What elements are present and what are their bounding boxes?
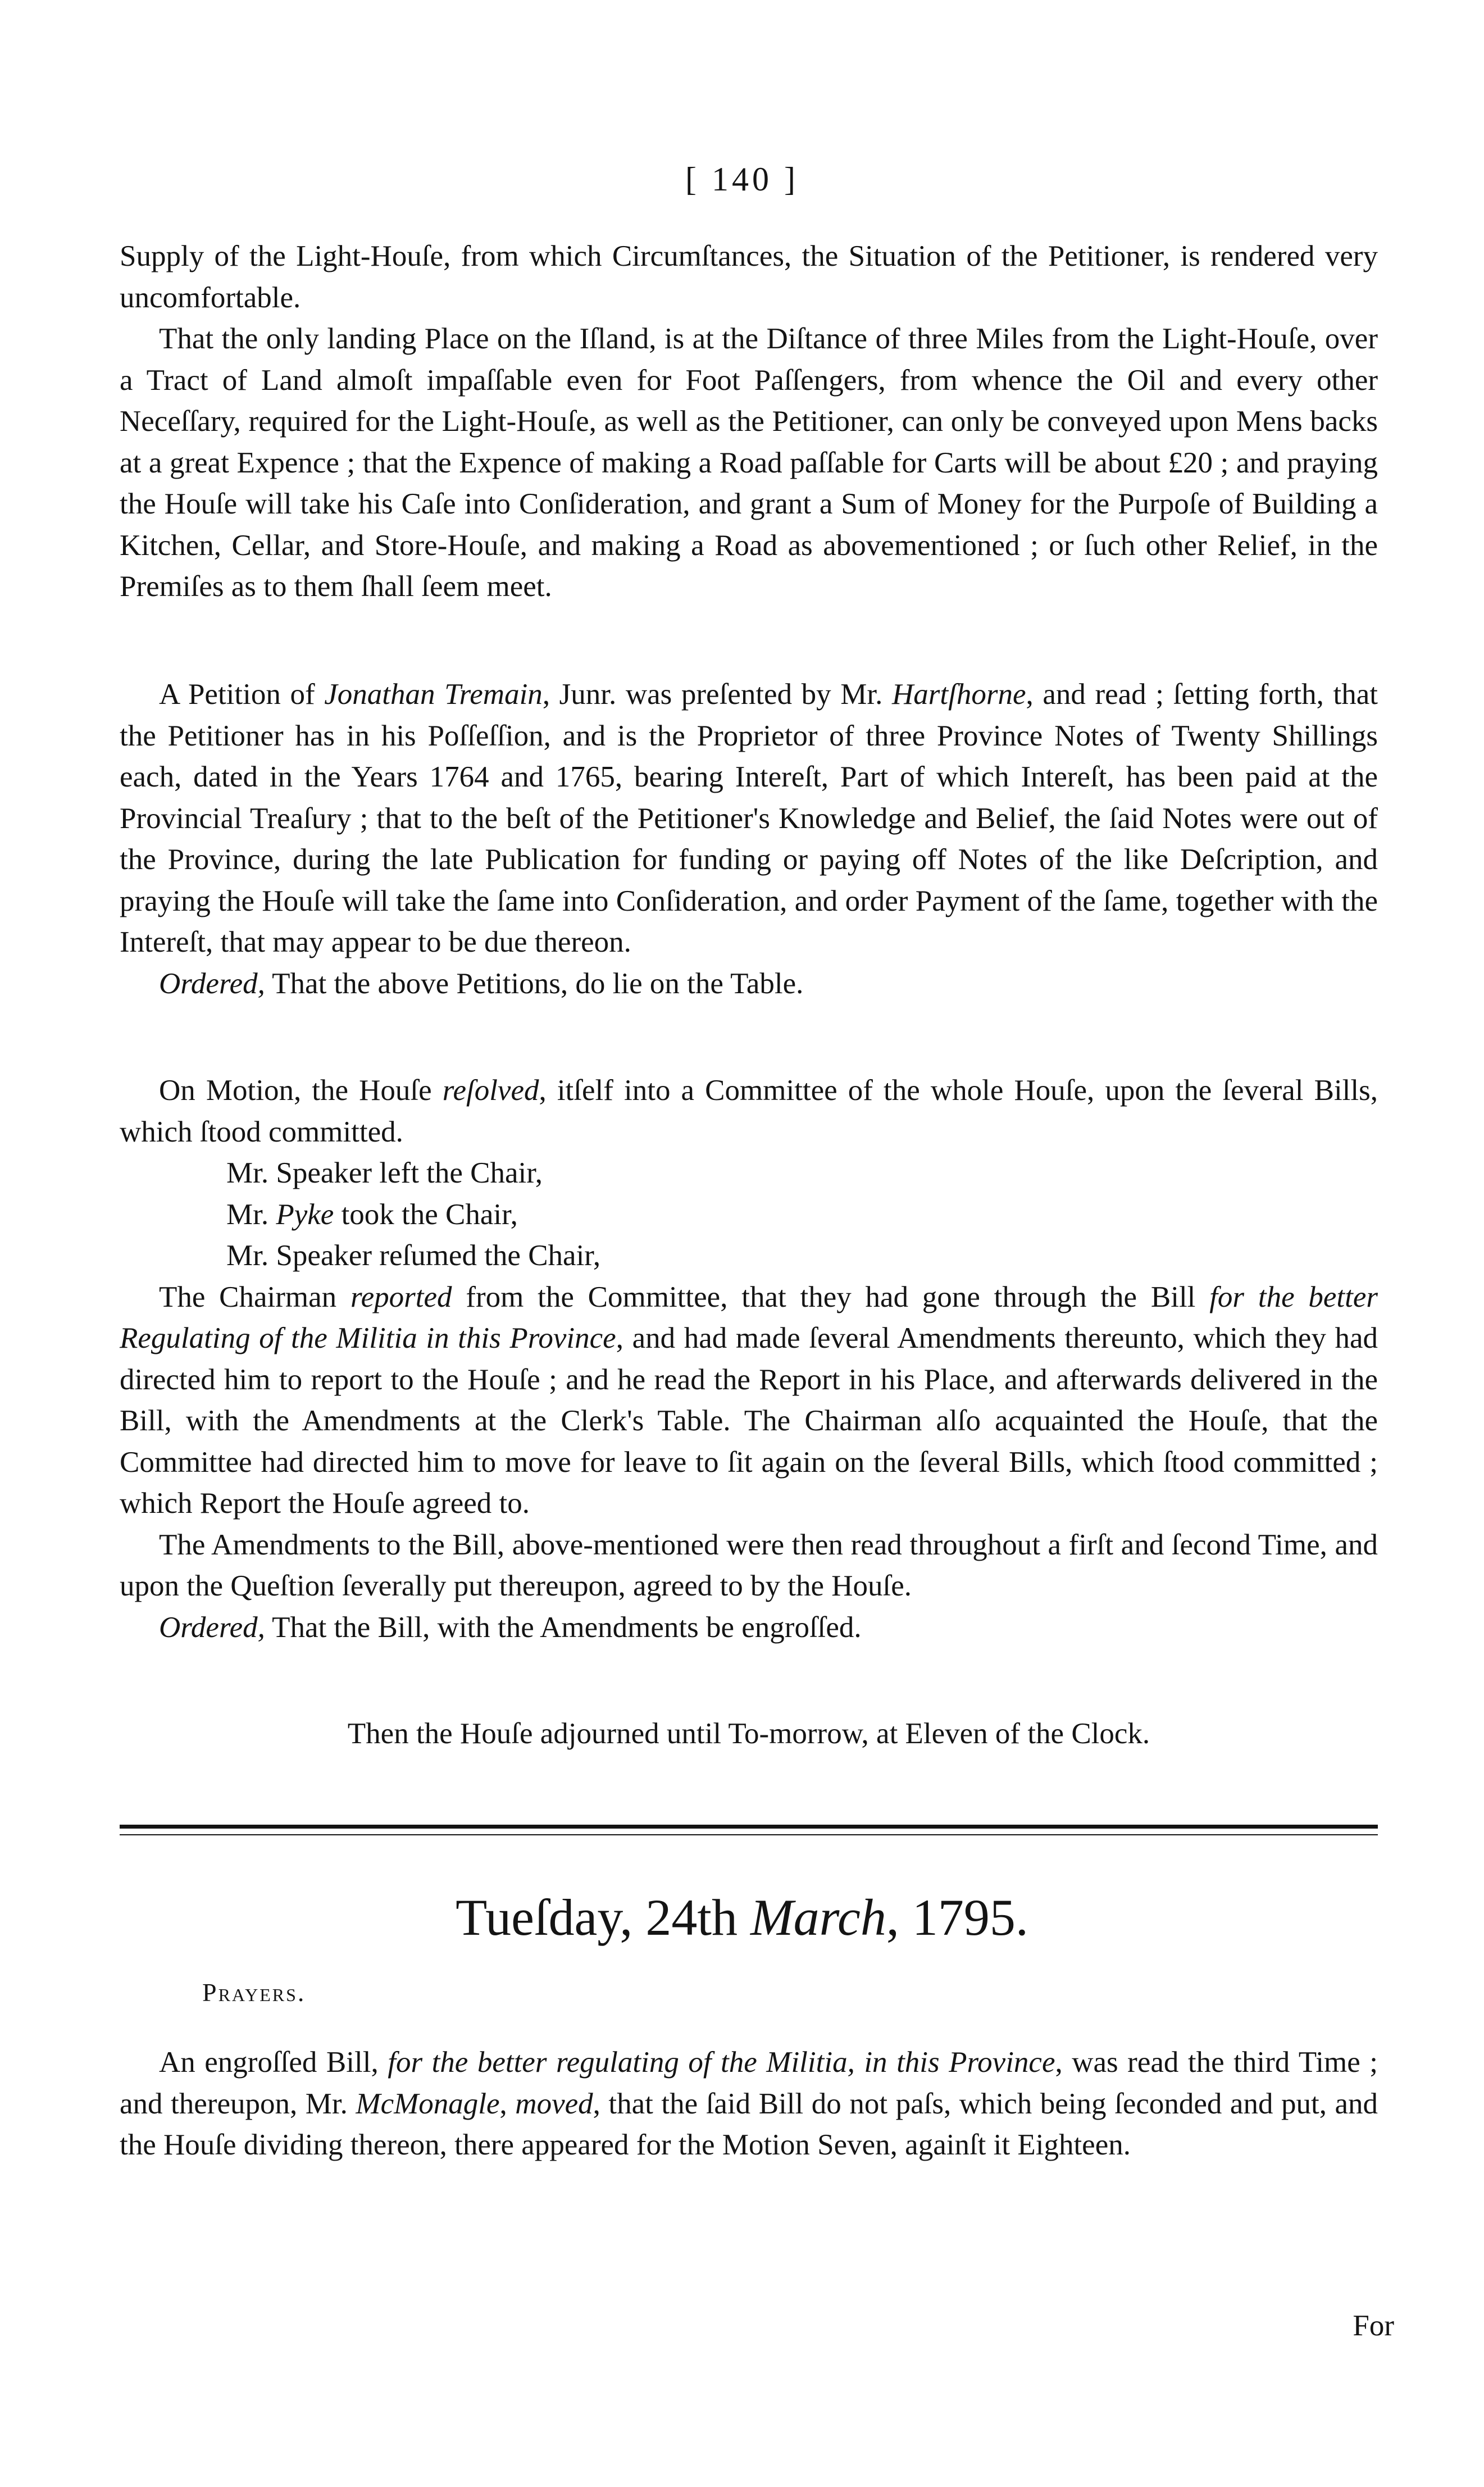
paragraph-supply: Supply of the Light-Houſe, from which Circumſtances, the Situation of the Petitioner, is rendered very uncomfortable. <box>120 240 1378 314</box>
member-name: Hartſhorne <box>892 678 1026 711</box>
section-divider <box>120 1825 1378 1835</box>
paragraph-tremain-petition: A Petition of Jonathan Tremain, Junr. was preſented by Mr. Hartſhorne, and read ; ſetting forth, that the Petitioner has in his Poſſeſſion, and is the Proprietor of three Province Notes of Twenty Shillings each, dated in the Years 1764 and 1765, bearing Intereſt, Part of which Intereſt, has been paid at the Provincial Treaſury ; that to the beſt of the Petitioner's Knowledge and Belief, the ſaid Notes were out of the Province, during the late Publication for funding or paying off Notes of the like Deſcription, and praying the Houſe will take the ſame into Conſideration, and order Payment of the ſame, together with the Intereſt, that may appear to be due thereon. <box>120 678 1378 958</box>
chair-line-2: Mr. Pyke took the Chair, <box>226 1198 518 1231</box>
prayers-heading: Prayers. <box>202 1978 306 2007</box>
third-reading <box>120 2042 1378 2166</box>
member-name: McMonagle <box>356 2087 500 2120</box>
tremain-petition <box>120 674 1378 1004</box>
committee-proceedings <box>120 1070 1378 1648</box>
session-date: Tueſday, 24th March, 1795. <box>456 1889 1028 1946</box>
bill-title: for the better regulating of the Militia, in this Province <box>388 2046 1055 2079</box>
paragraph-chairman-report: The Chairman reported from the Committee, that they had gone through the Bill for the better Regulating of the Militia in this Province, and had made ſeveral Amendments thereunto, which they had directed him to report to the Houſe ; and he read the Report in his Place, and afterwards delivered in the Bill, with the Amendments at the Clerk's Table. The Chairman alſo acquainted the Houſe, that the Committee had directed him to move for leave to ſit again on the ſeveral Bills, which ſtood committed ; which Report the Houſe agreed to. <box>120 1280 1378 1520</box>
order-petitions: Ordered, That the above Petitions, do lie on the Table. <box>159 967 804 1000</box>
paragraph-third-reading: An engroſſed Bill, for the better regulating of the Militia, in this Province, was read the third Time ; and thereupon, Mr. McMonagle, moved, that the ſaid Bill do not paſs, which being ſeconded and put, and the Houſe dividing thereon, there appeared for the Motion Seven, againſt it Eighteen. <box>120 2046 1378 2161</box>
chair-line-1: Mr. Speaker left the Chair, <box>226 1157 543 1189</box>
adjournment <box>120 1713 1378 1755</box>
petition-continuation <box>120 236 1378 608</box>
chair-line-3: Mr. Speaker reſumed the Chair, <box>226 1239 601 1272</box>
paragraph-committee-motion: On Motion, the Houſe reſolved, itſelf into a Committee of the whole Houſe, upon the ſeveral Bills, which ſtood committed. <box>120 1074 1378 1148</box>
page-number: [ 140 ] <box>685 161 799 198</box>
bill-title: for the better Regulating of the Militia in this Province <box>120 1280 1378 1354</box>
catchword: For <box>1353 2309 1394 2342</box>
paragraph-amendments: The Amendments to the Bill, above-mentioned were then read throughout a firſt and ſecond Time, and upon the Queſtion ſeverally put thereupon, agreed to by the Houſe. <box>120 1528 1378 1602</box>
adjourn-line: Then the Houſe adjourned until To-morrow, at Eleven of the Clock. <box>347 1717 1150 1750</box>
paragraph-landing-place: That the only landing Place on the Iſland, is at the Diſtance of three Miles from the Light-Houſe, over a Tract of Land almoſt impaſſable even for Foot Paſſengers, from whence the Oil and every other Neceſſary, required for the Light-Houſe, as well as the Petitioner, can only be conveyed upon Mens backs at a great Expence ; that the Expence of making a Road paſſable for Carts will be about £20 ; and praying the Houſe will take his Caſe into Conſideration, and grant a Sum of Money for the Purpoſe of Building a Kitchen, Cellar, and Store-Houſe, and making a Road as abovementioned ; or ſuch other Relief, in the Premiſes as to them ſhall ſeem meet. <box>120 322 1378 603</box>
petitioner-name: Jonathan Tremain <box>324 678 543 711</box>
order-engrossed: Ordered, That the Bill, with the Amendments be engroſſed. <box>159 1611 862 1644</box>
